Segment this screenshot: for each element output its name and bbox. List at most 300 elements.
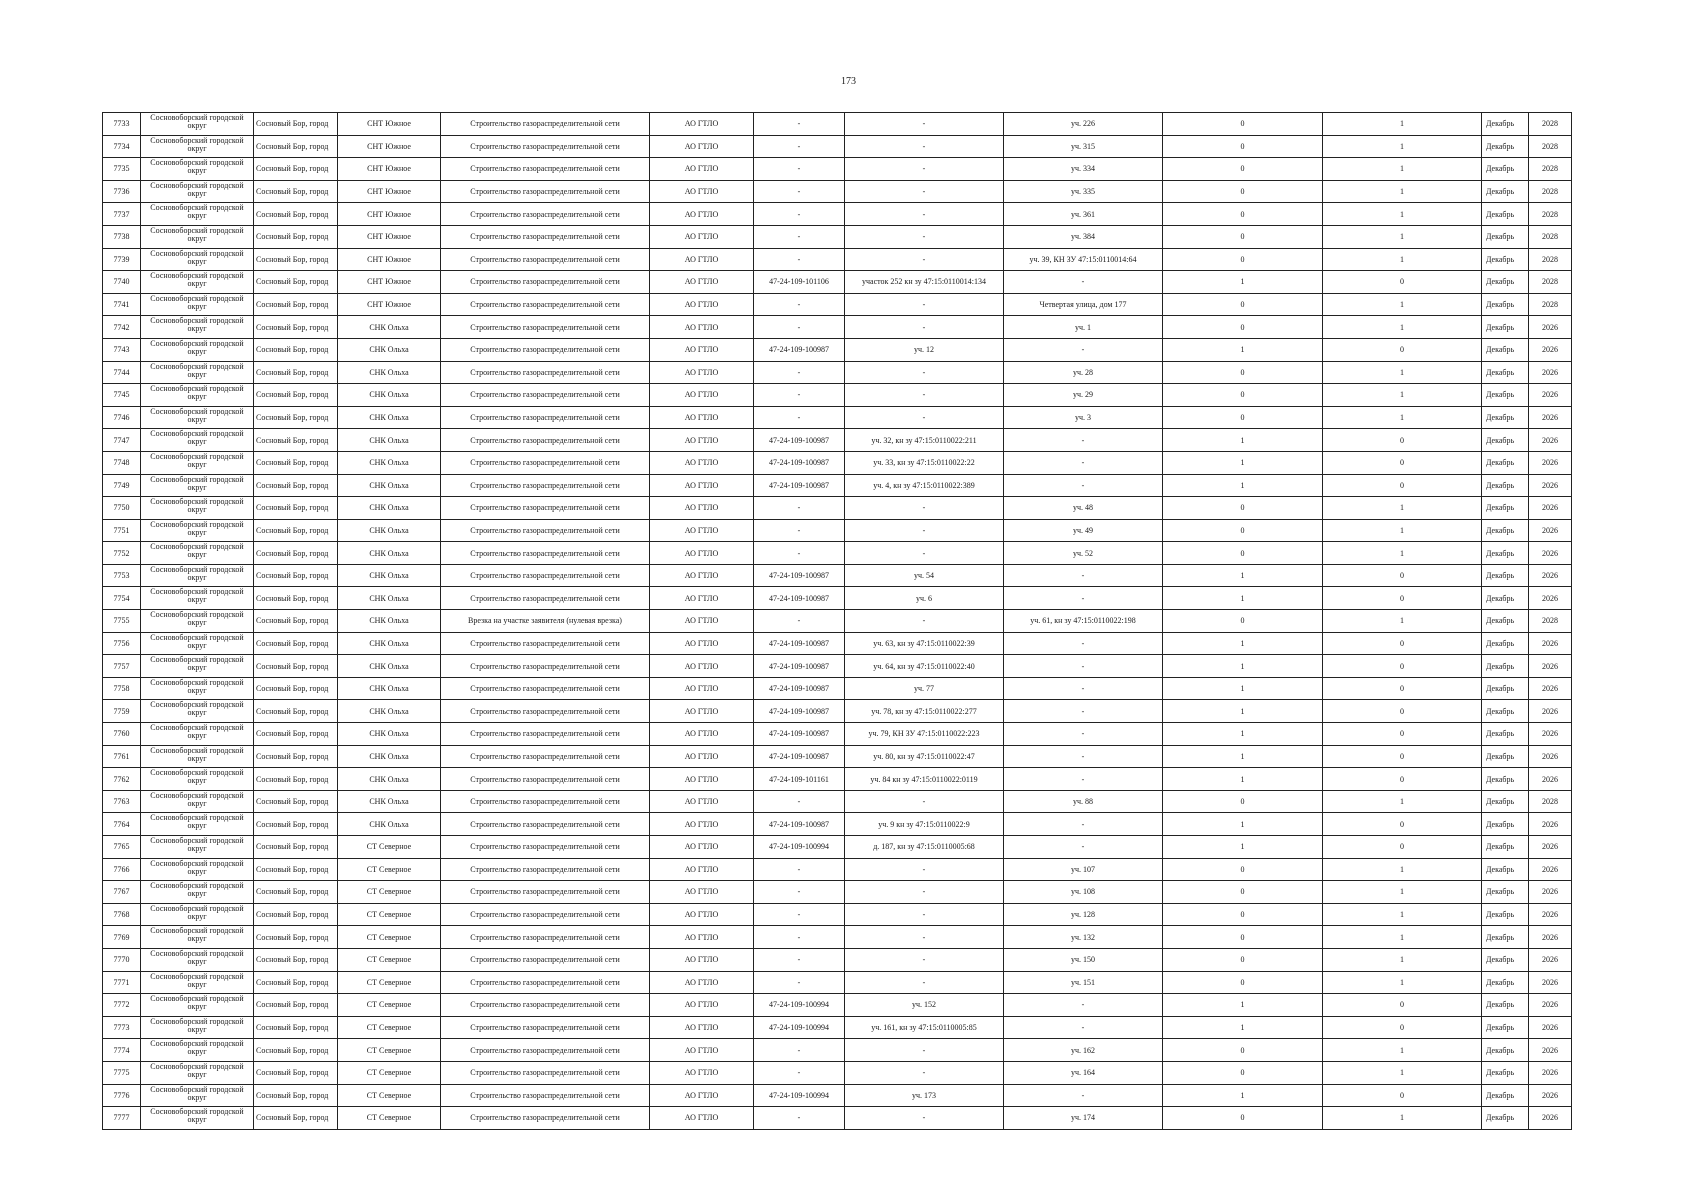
month-cell: Декабрь <box>1482 587 1529 610</box>
organization-cell: АО ГТЛО <box>650 497 754 520</box>
city-cell: Сосновый Бор, город <box>254 225 338 248</box>
organization-cell: АО ГТЛО <box>650 429 754 452</box>
year-cell: 2026 <box>1529 655 1572 678</box>
address-cell: уч. 150 <box>1004 948 1163 971</box>
organization-cell: АО ГТЛО <box>650 723 754 746</box>
year-cell: 2026 <box>1529 316 1572 339</box>
work-type-cell: Строительство газораспределительной сети <box>441 677 650 700</box>
row-number-cell: 7759 <box>103 700 141 723</box>
program-code-cell: - <box>754 248 845 271</box>
work-type-cell: Строительство газораспределительной сети <box>441 858 650 881</box>
row-number-cell: 7756 <box>103 632 141 655</box>
organization-cell: АО ГТЛО <box>650 587 754 610</box>
district-cell: Сосновоборский городской округ <box>141 700 254 723</box>
address-cell: уч. 128 <box>1004 903 1163 926</box>
count-b-cell: 0 <box>1323 836 1482 859</box>
count-a-cell: 1 <box>1163 723 1323 746</box>
count-b-cell: 0 <box>1323 587 1482 610</box>
address-cell: уч. 49 <box>1004 519 1163 542</box>
table-row <box>103 677 1572 700</box>
year-cell: 2028 <box>1529 271 1572 294</box>
count-b-cell: 0 <box>1323 723 1482 746</box>
settlement-cell: СНК Ольха <box>338 338 441 361</box>
count-a-cell: 0 <box>1163 497 1323 520</box>
organization-cell: АО ГТЛО <box>650 564 754 587</box>
settlement-cell: СНК Ольха <box>338 700 441 723</box>
program-code-cell: - <box>754 610 845 633</box>
settlement-cell: СТ Северное <box>338 1107 441 1130</box>
plot-cell: - <box>845 225 1004 248</box>
program-code-cell: 47-24-109-100987 <box>754 655 845 678</box>
address-cell: уч. 334 <box>1004 158 1163 181</box>
row-number-cell: 7739 <box>103 248 141 271</box>
district-cell: Сосновоборский городской округ <box>141 587 254 610</box>
plot-cell: - <box>845 1107 1004 1130</box>
organization-cell: АО ГТЛО <box>650 1016 754 1039</box>
organization-cell: АО ГТЛО <box>650 406 754 429</box>
program-code-cell: - <box>754 316 845 339</box>
count-b-cell: 1 <box>1323 858 1482 881</box>
city-cell: Сосновый Бор, город <box>254 429 338 452</box>
table-row <box>103 271 1572 294</box>
page-number: 173 <box>841 76 856 87</box>
month-cell: Декабрь <box>1482 948 1529 971</box>
table-row <box>103 519 1572 542</box>
settlement-cell: СНК Ольха <box>338 542 441 565</box>
month-cell: Декабрь <box>1482 1039 1529 1062</box>
table-row <box>103 1084 1572 1107</box>
month-cell: Декабрь <box>1482 858 1529 881</box>
settlement-cell: СНК Ольха <box>338 768 441 791</box>
table-row <box>103 406 1572 429</box>
program-code-cell: 47-24-109-100987 <box>754 745 845 768</box>
table-row <box>103 135 1572 158</box>
month-cell: Декабрь <box>1482 248 1529 271</box>
organization-cell: АО ГТЛО <box>650 881 754 904</box>
district-cell: Сосновоборский городской округ <box>141 1061 254 1084</box>
city-cell: Сосновый Бор, город <box>254 1107 338 1130</box>
row-number-cell: 7734 <box>103 135 141 158</box>
organization-cell: АО ГТЛО <box>650 384 754 407</box>
organization-cell: АО ГТЛО <box>650 948 754 971</box>
city-cell: Сосновый Бор, город <box>254 564 338 587</box>
row-number-cell: 7738 <box>103 225 141 248</box>
organization-cell: АО ГТЛО <box>650 113 754 136</box>
city-cell: Сосновый Бор, город <box>254 519 338 542</box>
address-cell: - <box>1004 745 1163 768</box>
plot-cell: уч. 79, КН ЗУ 47:15:0110022:223 <box>845 723 1004 746</box>
count-a-cell: 0 <box>1163 203 1323 226</box>
row-number-cell: 7763 <box>103 790 141 813</box>
row-number-cell: 7777 <box>103 1107 141 1130</box>
work-type-cell: Строительство газораспределительной сети <box>441 836 650 859</box>
month-cell: Декабрь <box>1482 180 1529 203</box>
program-code-cell: - <box>754 113 845 136</box>
row-number-cell: 7742 <box>103 316 141 339</box>
count-a-cell: 1 <box>1163 836 1323 859</box>
organization-cell: АО ГТЛО <box>650 926 754 949</box>
month-cell: Декабрь <box>1482 1061 1529 1084</box>
count-b-cell: 0 <box>1323 700 1482 723</box>
address-cell: уч. 162 <box>1004 1039 1163 1062</box>
organization-cell: АО ГТЛО <box>650 836 754 859</box>
program-code-cell: - <box>754 858 845 881</box>
table-row <box>103 587 1572 610</box>
year-cell: 2026 <box>1529 858 1572 881</box>
row-number-cell: 7776 <box>103 1084 141 1107</box>
district-cell: Сосновоборский городской округ <box>141 429 254 452</box>
plot-cell: - <box>845 542 1004 565</box>
program-code-cell: - <box>754 881 845 904</box>
month-cell: Декабрь <box>1482 836 1529 859</box>
year-cell: 2028 <box>1529 203 1572 226</box>
program-code-cell: - <box>754 1039 845 1062</box>
row-number-cell: 7762 <box>103 768 141 791</box>
program-code-cell: - <box>754 135 845 158</box>
count-b-cell: 1 <box>1323 610 1482 633</box>
district-cell: Сосновоборский городской округ <box>141 632 254 655</box>
work-type-cell: Строительство газораспределительной сети <box>441 338 650 361</box>
count-b-cell: 0 <box>1323 1084 1482 1107</box>
row-number-cell: 7766 <box>103 858 141 881</box>
settlement-cell: СНТ Южное <box>338 203 441 226</box>
city-cell: Сосновый Бор, город <box>254 881 338 904</box>
settlement-cell: СНК Ольха <box>338 474 441 497</box>
count-b-cell: 0 <box>1323 813 1482 836</box>
city-cell: Сосновый Бор, город <box>254 813 338 836</box>
plot-cell: - <box>845 203 1004 226</box>
table-row <box>103 316 1572 339</box>
organization-cell: АО ГТЛО <box>650 271 754 294</box>
address-cell: уч. 48 <box>1004 497 1163 520</box>
city-cell: Сосновый Бор, город <box>254 293 338 316</box>
plot-cell: - <box>845 248 1004 271</box>
program-code-cell: 47-24-109-100987 <box>754 474 845 497</box>
count-a-cell: 1 <box>1163 587 1323 610</box>
address-cell: уч. 151 <box>1004 971 1163 994</box>
month-cell: Декабрь <box>1482 881 1529 904</box>
work-type-cell: Строительство газораспределительной сети <box>441 113 650 136</box>
row-number-cell: 7768 <box>103 903 141 926</box>
district-cell: Сосновоборский городской округ <box>141 768 254 791</box>
work-type-cell: Строительство газораспределительной сети <box>441 745 650 768</box>
plot-cell: - <box>845 948 1004 971</box>
address-cell: - <box>1004 338 1163 361</box>
year-cell: 2026 <box>1529 971 1572 994</box>
organization-cell: АО ГТЛО <box>650 248 754 271</box>
plot-cell: уч. 4, кн зу 47:15:0110022:389 <box>845 474 1004 497</box>
plot-cell: - <box>845 1039 1004 1062</box>
month-cell: Декабрь <box>1482 790 1529 813</box>
count-a-cell: 1 <box>1163 1016 1323 1039</box>
month-cell: Декабрь <box>1482 655 1529 678</box>
row-number-cell: 7760 <box>103 723 141 746</box>
settlement-cell: СТ Северное <box>338 971 441 994</box>
organization-cell: АО ГТЛО <box>650 1061 754 1084</box>
work-type-cell: Строительство газораспределительной сети <box>441 316 650 339</box>
count-a-cell: 0 <box>1163 903 1323 926</box>
year-cell: 2026 <box>1529 926 1572 949</box>
settlement-cell: СТ Северное <box>338 948 441 971</box>
work-type-cell: Строительство газораспределительной сети <box>441 248 650 271</box>
program-code-cell: 47-24-109-101106 <box>754 271 845 294</box>
count-a-cell: 0 <box>1163 135 1323 158</box>
table-row <box>103 903 1572 926</box>
month-cell: Декабрь <box>1482 158 1529 181</box>
work-type-cell: Строительство газораспределительной сети <box>441 1061 650 1084</box>
city-cell: Сосновый Бор, город <box>254 384 338 407</box>
year-cell: 2026 <box>1529 700 1572 723</box>
table-row <box>103 180 1572 203</box>
count-a-cell: 0 <box>1163 225 1323 248</box>
table-row <box>103 971 1572 994</box>
count-a-cell: 0 <box>1163 158 1323 181</box>
year-cell: 2026 <box>1529 881 1572 904</box>
city-cell: Сосновый Бор, город <box>254 677 338 700</box>
plot-cell: - <box>845 316 1004 339</box>
count-b-cell: 1 <box>1323 225 1482 248</box>
work-type-cell: Строительство газораспределительной сети <box>441 655 650 678</box>
city-cell: Сосновый Бор, город <box>254 836 338 859</box>
year-cell: 2026 <box>1529 723 1572 746</box>
work-type-cell: Строительство газораспределительной сети <box>441 1084 650 1107</box>
work-type-cell: Строительство газораспределительной сети <box>441 135 650 158</box>
year-cell: 2028 <box>1529 180 1572 203</box>
count-a-cell: 1 <box>1163 655 1323 678</box>
row-number-cell: 7733 <box>103 113 141 136</box>
program-code-cell: - <box>754 1107 845 1130</box>
city-cell: Сосновый Бор, город <box>254 903 338 926</box>
count-b-cell: 1 <box>1323 203 1482 226</box>
district-cell: Сосновоборский городской округ <box>141 519 254 542</box>
row-number-cell: 7769 <box>103 926 141 949</box>
month-cell: Декабрь <box>1482 203 1529 226</box>
year-cell: 2026 <box>1529 474 1572 497</box>
year-cell: 2026 <box>1529 768 1572 791</box>
city-cell: Сосновый Бор, город <box>254 474 338 497</box>
city-cell: Сосновый Бор, город <box>254 542 338 565</box>
settlement-cell: СНК Ольха <box>338 519 441 542</box>
count-a-cell: 0 <box>1163 1039 1323 1062</box>
table-row <box>103 451 1572 474</box>
year-cell: 2026 <box>1529 429 1572 452</box>
count-b-cell: 0 <box>1323 632 1482 655</box>
plot-cell: уч. 54 <box>845 564 1004 587</box>
row-number-cell: 7765 <box>103 836 141 859</box>
count-b-cell: 1 <box>1323 384 1482 407</box>
month-cell: Декабрь <box>1482 723 1529 746</box>
settlement-cell: СНТ Южное <box>338 271 441 294</box>
plot-cell: - <box>845 497 1004 520</box>
district-cell: Сосновоборский городской округ <box>141 903 254 926</box>
month-cell: Декабрь <box>1482 497 1529 520</box>
settlement-cell: СНК Ольха <box>338 745 441 768</box>
month-cell: Декабрь <box>1482 1084 1529 1107</box>
row-number-cell: 7751 <box>103 519 141 542</box>
district-cell: Сосновоборский городской округ <box>141 248 254 271</box>
year-cell: 2026 <box>1529 903 1572 926</box>
plot-cell: - <box>845 113 1004 136</box>
row-number-cell: 7757 <box>103 655 141 678</box>
organization-cell: АО ГТЛО <box>650 180 754 203</box>
work-type-cell: Строительство газораспределительной сети <box>441 429 650 452</box>
table-row <box>103 225 1572 248</box>
plot-cell: участок 252 кн зу 47:15:0110014:134 <box>845 271 1004 294</box>
count-b-cell: 0 <box>1323 429 1482 452</box>
year-cell: 2028 <box>1529 610 1572 633</box>
plot-cell: - <box>845 858 1004 881</box>
month-cell: Декабрь <box>1482 768 1529 791</box>
count-a-cell: 0 <box>1163 519 1323 542</box>
row-number-cell: 7775 <box>103 1061 141 1084</box>
work-type-cell: Строительство газораспределительной сети <box>441 406 650 429</box>
address-cell: - <box>1004 813 1163 836</box>
program-code-cell: 47-24-109-100987 <box>754 451 845 474</box>
row-number-cell: 7764 <box>103 813 141 836</box>
month-cell: Декабрь <box>1482 564 1529 587</box>
district-cell: Сосновоборский городской округ <box>141 723 254 746</box>
work-type-cell: Строительство газораспределительной сети <box>441 632 650 655</box>
month-cell: Декабрь <box>1482 225 1529 248</box>
count-b-cell: 1 <box>1323 180 1482 203</box>
city-cell: Сосновый Бор, город <box>254 1016 338 1039</box>
year-cell: 2028 <box>1529 113 1572 136</box>
table-row <box>103 1061 1572 1084</box>
row-number-cell: 7746 <box>103 406 141 429</box>
work-type-cell: Строительство газораспределительной сети <box>441 881 650 904</box>
table-row <box>103 429 1572 452</box>
settlement-cell: СНК Ольха <box>338 361 441 384</box>
organization-cell: АО ГТЛО <box>650 1107 754 1130</box>
program-code-cell: - <box>754 406 845 429</box>
plot-cell: - <box>845 158 1004 181</box>
city-cell: Сосновый Бор, город <box>254 723 338 746</box>
year-cell: 2026 <box>1529 836 1572 859</box>
count-a-cell: 1 <box>1163 745 1323 768</box>
count-b-cell: 1 <box>1323 519 1482 542</box>
address-cell: уч. 3 <box>1004 406 1163 429</box>
year-cell: 2026 <box>1529 587 1572 610</box>
work-type-cell: Строительство газораспределительной сети <box>441 158 650 181</box>
settlement-cell: СТ Северное <box>338 994 441 1017</box>
count-a-cell: 1 <box>1163 474 1323 497</box>
program-code-cell: - <box>754 903 845 926</box>
count-b-cell: 1 <box>1323 406 1482 429</box>
organization-cell: АО ГТЛО <box>650 158 754 181</box>
plot-cell: - <box>845 610 1004 633</box>
row-number-cell: 7749 <box>103 474 141 497</box>
count-a-cell: 0 <box>1163 610 1323 633</box>
table-row <box>103 610 1572 633</box>
row-number-cell: 7767 <box>103 881 141 904</box>
table-row <box>103 745 1572 768</box>
district-cell: Сосновоборский городской округ <box>141 542 254 565</box>
month-cell: Декабрь <box>1482 926 1529 949</box>
count-b-cell: 1 <box>1323 926 1482 949</box>
plot-cell: - <box>845 180 1004 203</box>
city-cell: Сосновый Бор, город <box>254 587 338 610</box>
month-cell: Декабрь <box>1482 542 1529 565</box>
settlement-cell: СНК Ольха <box>338 497 441 520</box>
count-b-cell: 0 <box>1323 564 1482 587</box>
plot-cell: уч. 173 <box>845 1084 1004 1107</box>
month-cell: Декабрь <box>1482 384 1529 407</box>
count-b-cell: 1 <box>1323 881 1482 904</box>
city-cell: Сосновый Бор, город <box>254 948 338 971</box>
organization-cell: АО ГТЛО <box>650 1084 754 1107</box>
work-type-cell: Строительство газораспределительной сети <box>441 293 650 316</box>
city-cell: Сосновый Бор, город <box>254 158 338 181</box>
month-cell: Декабрь <box>1482 610 1529 633</box>
program-code-cell: 47-24-109-100994 <box>754 1016 845 1039</box>
district-cell: Сосновоборский городской округ <box>141 971 254 994</box>
program-code-cell: 47-24-109-100987 <box>754 632 845 655</box>
year-cell: 2026 <box>1529 451 1572 474</box>
count-b-cell: 1 <box>1323 1061 1482 1084</box>
count-b-cell: 1 <box>1323 361 1482 384</box>
city-cell: Сосновый Бор, город <box>254 1084 338 1107</box>
table-row <box>103 497 1572 520</box>
row-number-cell: 7753 <box>103 564 141 587</box>
settlement-cell: СНК Ольха <box>338 632 441 655</box>
address-cell: уч. 107 <box>1004 858 1163 881</box>
settlement-cell: СНТ Южное <box>338 158 441 181</box>
year-cell: 2026 <box>1529 564 1572 587</box>
city-cell: Сосновый Бор, город <box>254 113 338 136</box>
plot-cell: уч. 33, кн зу 47:15:0110022:22 <box>845 451 1004 474</box>
district-cell: Сосновоборский городской округ <box>141 813 254 836</box>
table-row <box>103 1016 1572 1039</box>
organization-cell: АО ГТЛО <box>650 903 754 926</box>
city-cell: Сосновый Бор, город <box>254 497 338 520</box>
organization-cell: АО ГТЛО <box>650 700 754 723</box>
settlement-cell: СНК Ольха <box>338 384 441 407</box>
count-b-cell: 1 <box>1323 135 1482 158</box>
count-a-cell: 1 <box>1163 813 1323 836</box>
count-b-cell: 1 <box>1323 903 1482 926</box>
address-cell: уч. 132 <box>1004 926 1163 949</box>
city-cell: Сосновый Бор, город <box>254 655 338 678</box>
plot-cell: уч. 64, кн зу 47:15:0110022:40 <box>845 655 1004 678</box>
settlement-cell: СНК Ольха <box>338 790 441 813</box>
address-cell: уч. 315 <box>1004 135 1163 158</box>
row-number-cell: 7748 <box>103 451 141 474</box>
settlement-cell: СТ Северное <box>338 926 441 949</box>
count-b-cell: 1 <box>1323 1039 1482 1062</box>
settlement-cell: СТ Северное <box>338 1084 441 1107</box>
program-code-cell: - <box>754 225 845 248</box>
month-cell: Декабрь <box>1482 903 1529 926</box>
plot-cell: - <box>845 406 1004 429</box>
count-b-cell: 0 <box>1323 338 1482 361</box>
row-number-cell: 7770 <box>103 948 141 971</box>
settlement-cell: СНТ Южное <box>338 135 441 158</box>
year-cell: 2026 <box>1529 677 1572 700</box>
district-cell: Сосновоборский городской округ <box>141 225 254 248</box>
month-cell: Декабрь <box>1482 474 1529 497</box>
address-cell: - <box>1004 677 1163 700</box>
district-cell: Сосновоборский городской округ <box>141 858 254 881</box>
year-cell: 2026 <box>1529 948 1572 971</box>
work-type-cell: Строительство газораспределительной сети <box>441 361 650 384</box>
month-cell: Декабрь <box>1482 429 1529 452</box>
month-cell: Декабрь <box>1482 451 1529 474</box>
settlement-cell: СТ Северное <box>338 1039 441 1062</box>
count-a-cell: 1 <box>1163 271 1323 294</box>
work-type-cell: Строительство газораспределительной сети <box>441 587 650 610</box>
row-number-cell: 7736 <box>103 180 141 203</box>
year-cell: 2026 <box>1529 632 1572 655</box>
